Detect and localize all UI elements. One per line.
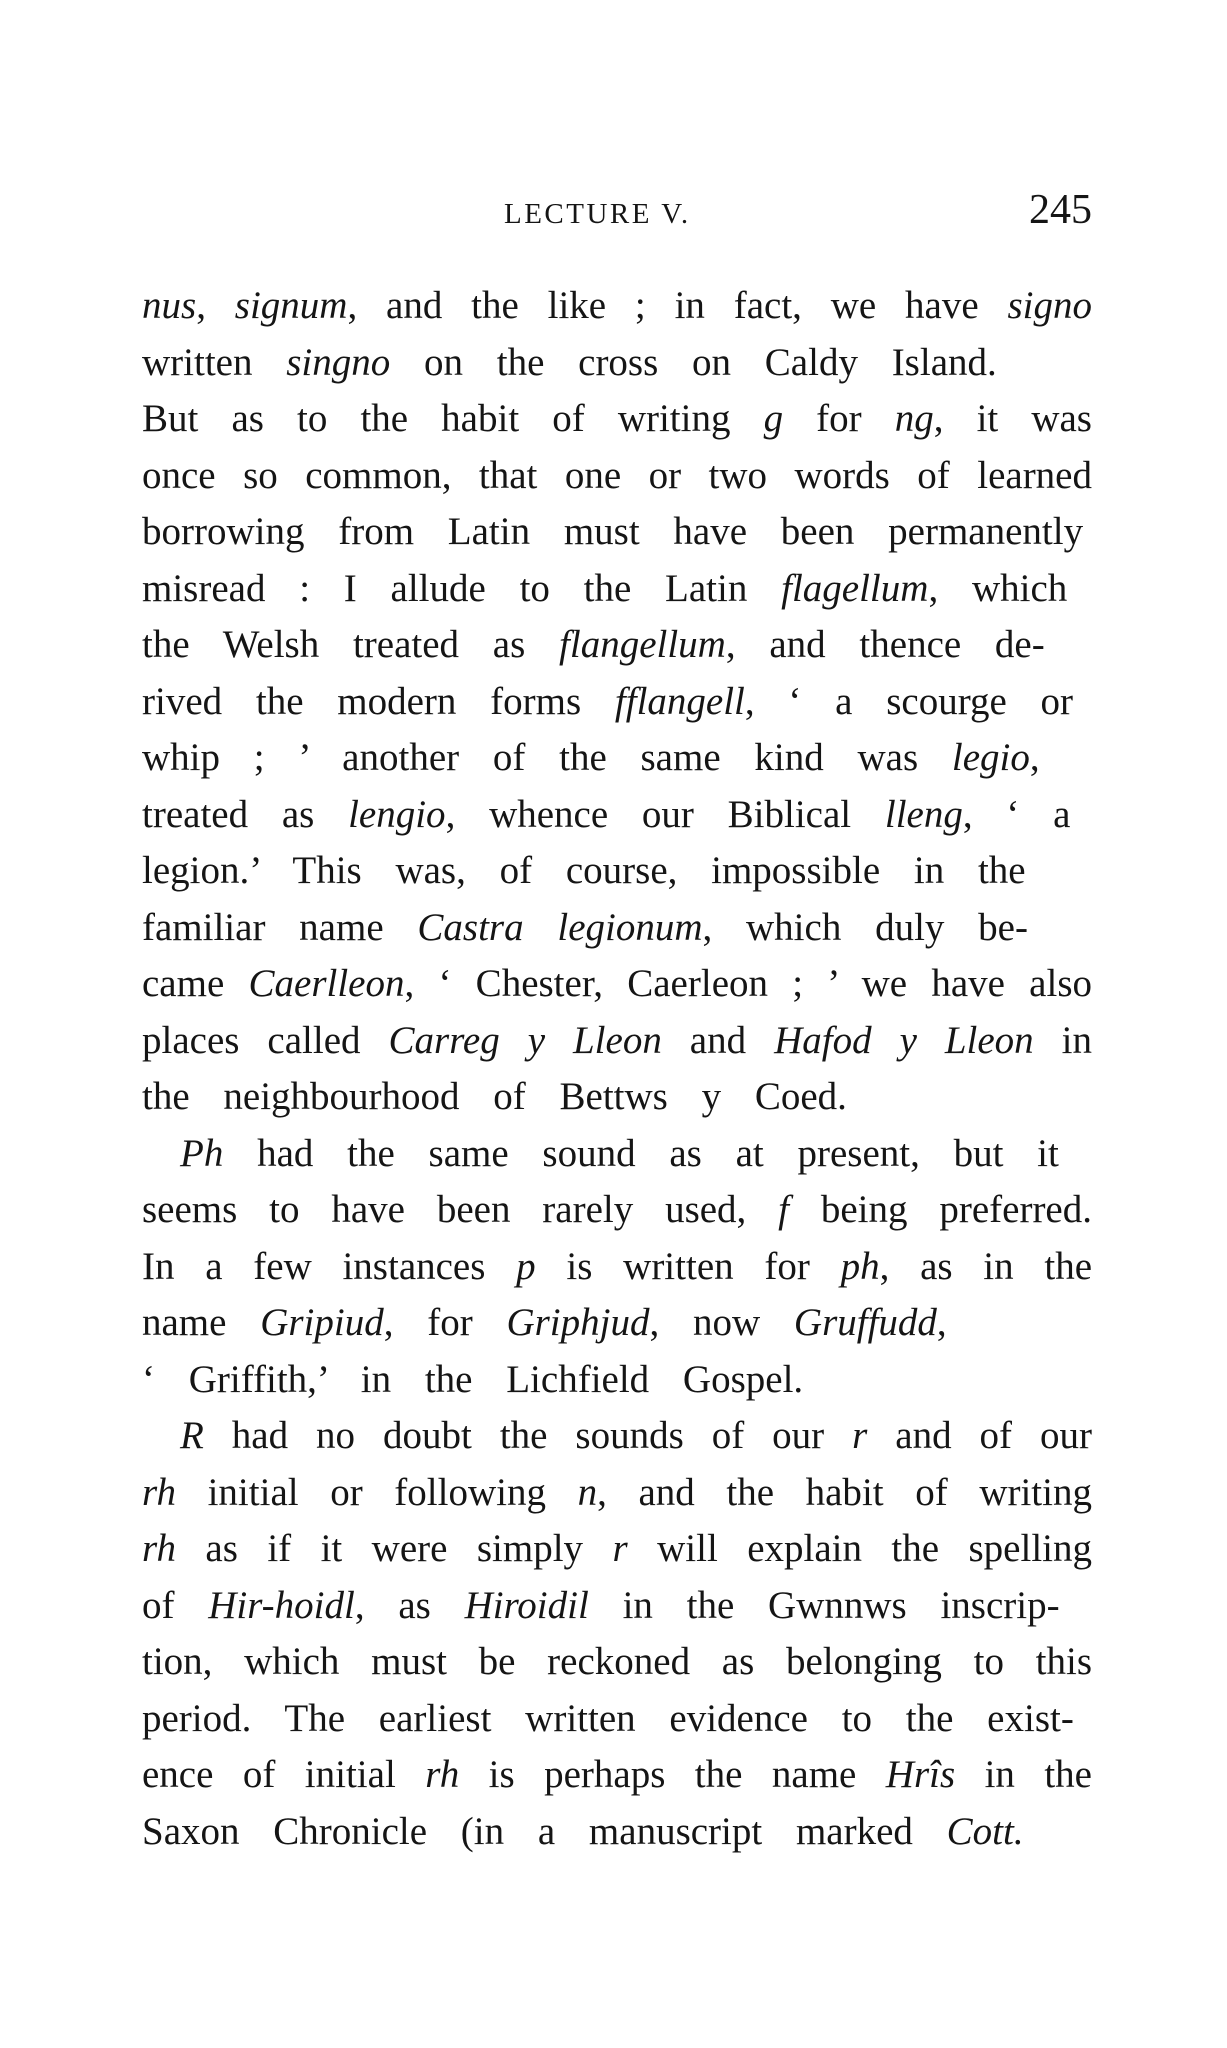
text-run: in the <box>955 1753 1092 1796</box>
text-run: In a few instances <box>142 1244 517 1288</box>
text-line <box>142 448 1092 505</box>
text-run: for <box>783 397 895 440</box>
running-title: LECTURE V. <box>504 198 691 230</box>
body-text <box>142 278 1092 1860</box>
italic-text: singno <box>286 340 391 384</box>
text-line <box>142 1747 1092 1804</box>
text-run: , now <box>649 1301 794 1344</box>
text-run: But as to the habit of writing <box>142 397 764 440</box>
text-run: in the Gwnnws inscrip- <box>588 1583 1060 1627</box>
text-run: , it was <box>933 397 1092 440</box>
text-line <box>142 1126 1092 1183</box>
text-run: borrowing from Latin must have been permanently <box>142 510 1084 553</box>
text-run: whip ; ’ another of the same kind was <box>142 736 952 779</box>
text-line <box>142 1069 1092 1126</box>
page-number: 245 <box>1029 187 1092 233</box>
text-line <box>142 1691 1092 1748</box>
text-run: came <box>142 962 249 1005</box>
italic-text: rh <box>425 1753 460 1796</box>
line-text <box>142 1804 1024 1861</box>
line-text <box>142 1352 803 1409</box>
italic-text: p <box>516 1244 536 1288</box>
line-text <box>142 1013 1092 1070</box>
text-run: , and thence de- <box>725 623 1045 666</box>
text-line <box>142 391 1092 448</box>
text-run: , ‘ Chester, Caerleon ; ’ we have also <box>404 962 1093 1005</box>
text-run: , ‘ a scourge or <box>744 679 1074 723</box>
text-run: on the cross on Caldy Island. <box>390 340 997 384</box>
text-run: rived the modern forms <box>142 679 615 723</box>
italic-text: Caerlleon <box>248 962 405 1005</box>
text-run: had no doubt the sounds of our <box>203 1414 853 1457</box>
italic-text: g <box>763 397 784 440</box>
line-text <box>142 843 1026 900</box>
text-line <box>142 1352 1092 1409</box>
text-run: , whence our Biblical <box>445 792 885 836</box>
italic-text: Gripiud <box>260 1301 384 1344</box>
line-text <box>142 561 1067 618</box>
text-line <box>142 1408 1092 1465</box>
italic-text: Hrîs <box>885 1753 956 1796</box>
italic-text: rh <box>142 1527 176 1570</box>
italic-text: r <box>852 1414 868 1457</box>
text-run: , as in the <box>879 1244 1093 1288</box>
text-run: , <box>936 1301 947 1344</box>
text-run: will explain the spelling <box>627 1527 1093 1570</box>
line-text <box>180 1126 1059 1183</box>
line-text <box>142 1634 1092 1691</box>
text-line <box>142 956 1092 1013</box>
text-line <box>142 1578 1092 1635</box>
text-line <box>142 730 1092 787</box>
text-run: is perhaps the name <box>459 1753 886 1796</box>
text-line <box>142 1182 1092 1239</box>
italic-text: flangellum <box>559 623 726 666</box>
text-line <box>142 674 1092 731</box>
italic-text: Cott. <box>946 1809 1024 1853</box>
text-run: places called <box>142 1018 389 1062</box>
line-text <box>142 504 1083 561</box>
text-line <box>142 900 1092 957</box>
text-line <box>142 278 1092 335</box>
text-line <box>142 504 1092 561</box>
line-text <box>142 335 997 392</box>
text-run: , ‘ a <box>962 792 1071 836</box>
italic-text: signo <box>1007 284 1092 327</box>
text-run: name <box>142 1301 261 1344</box>
italic-text: rh <box>142 1470 176 1514</box>
italic-text: R <box>180 1414 204 1457</box>
line-text <box>142 391 1092 448</box>
text-run: , as <box>354 1583 465 1627</box>
italic-text: fflangell <box>614 679 745 723</box>
italic-text: Griphjud <box>506 1301 650 1344</box>
text-run: and of our <box>867 1414 1092 1457</box>
line-text <box>142 1182 1092 1239</box>
text-run: , which <box>928 566 1068 610</box>
text-run: is written for <box>535 1244 841 1288</box>
italic-text: Hafod y Lleon <box>774 1018 1034 1062</box>
italic-text: lengio <box>348 792 446 836</box>
italic-text: nus <box>142 284 197 327</box>
text-run: , and the like ; in fact, we have <box>347 284 1008 327</box>
text-line <box>142 335 1092 392</box>
text-run: the neighbourhood of Bettws y Coed. <box>142 1075 847 1118</box>
text-line <box>142 787 1092 844</box>
italic-text: n <box>577 1470 598 1514</box>
text-line <box>142 561 1092 618</box>
text-run: had the same sound as at present, but it <box>223 1131 1059 1175</box>
line-text <box>142 1521 1092 1578</box>
text-run: of <box>142 1583 209 1627</box>
text-run: legion.’ This was, of course, impossible in the <box>142 849 1026 892</box>
text-line <box>142 1521 1092 1578</box>
line-text <box>142 956 1092 1013</box>
text-run: tion, which must be reckoned as belonging to this <box>142 1640 1092 1683</box>
running-head <box>142 186 1092 236</box>
text-run: ence of initial <box>142 1753 426 1796</box>
text-line <box>142 1013 1092 1070</box>
text-run: and <box>661 1018 775 1062</box>
italic-text: legio <box>951 736 1030 779</box>
italic-text: ng <box>894 397 934 440</box>
italic-text: r <box>612 1527 628 1570</box>
text-run: being preferred. <box>789 1188 1092 1231</box>
line-text <box>142 617 1045 674</box>
italic-text: flagellum <box>781 566 929 610</box>
text-run: familiar name <box>142 905 418 949</box>
text-run: ‘ Griffith,’ in the Lichfield Gospel. <box>142 1357 804 1401</box>
italic-text: Gruffudd <box>793 1301 937 1344</box>
text-run: written <box>142 340 287 384</box>
line-text <box>142 1747 1092 1804</box>
text-line <box>142 1239 1092 1296</box>
italic-text: f <box>778 1188 790 1231</box>
italic-text: Ph <box>180 1131 224 1175</box>
text-run: treated as <box>142 792 349 836</box>
line-text <box>142 730 1040 787</box>
text-line <box>142 1295 1092 1352</box>
italic-text: Hiroidil <box>464 1583 589 1627</box>
line-text <box>142 1465 1092 1522</box>
text-line <box>142 1804 1092 1861</box>
line-text <box>142 900 1028 957</box>
text-run: , and the habit of writing <box>597 1470 1092 1514</box>
text-run: , <box>196 284 235 327</box>
line-text <box>142 1578 1060 1635</box>
text-run: initial or following <box>175 1470 578 1514</box>
text-line <box>142 1634 1092 1691</box>
line-text <box>142 674 1073 731</box>
italic-text: Hir-hoidl <box>208 1583 355 1627</box>
line-text <box>142 448 1092 505</box>
text-run: as if it were simply <box>175 1527 613 1570</box>
text-run: Saxon Chronicle (in a manuscript marked <box>142 1809 947 1853</box>
text-run: , <box>1029 736 1040 779</box>
text-run: in <box>1033 1018 1092 1062</box>
text-run: once so common, that one or two words of learned <box>142 453 1092 497</box>
text-run: , which duly be- <box>702 905 1028 949</box>
italic-text: Castra legionum <box>417 905 703 949</box>
italic-text: Carreg y Lleon <box>388 1018 662 1062</box>
text-run: , for <box>383 1301 507 1344</box>
text-run: misread : I allude to the Latin <box>142 566 782 610</box>
line-text <box>142 787 1070 844</box>
text-run: period. The earliest written evidence to the exist- <box>142 1696 1074 1740</box>
text-line <box>142 617 1092 674</box>
text-run: seems to have been rarely used, <box>142 1188 779 1231</box>
text-run: the Welsh treated as <box>142 623 560 666</box>
line-text <box>142 1691 1074 1748</box>
text-line <box>142 1465 1092 1522</box>
line-text <box>142 1295 947 1352</box>
line-text <box>180 1408 1092 1465</box>
italic-text: signum <box>234 284 348 327</box>
line-text <box>142 1239 1092 1296</box>
italic-text: lleng <box>884 792 963 836</box>
text-line <box>142 843 1092 900</box>
line-text <box>142 1069 847 1126</box>
italic-text: ph <box>840 1244 880 1288</box>
line-text <box>142 278 1092 335</box>
